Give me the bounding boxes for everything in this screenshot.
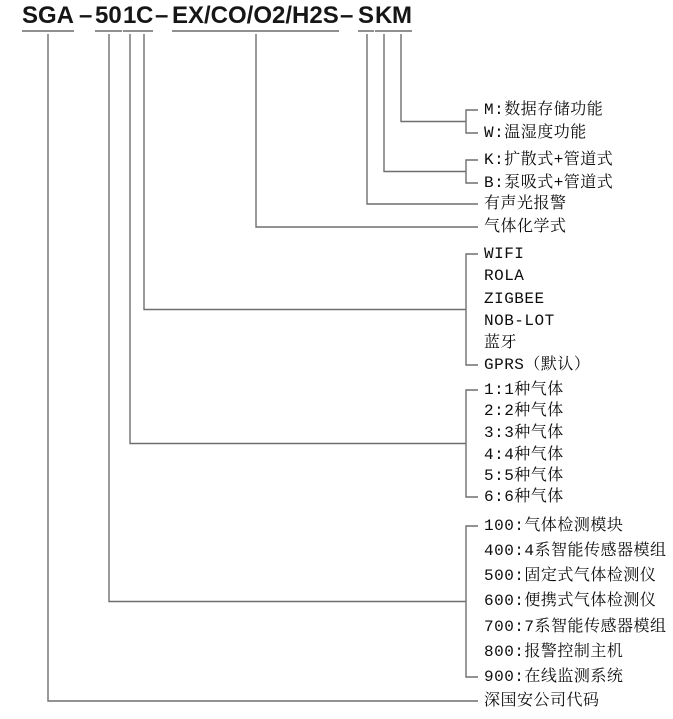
label-gas-formula: 气体化学式 (484, 218, 567, 236)
label-series-100: 100:气体检测模块 (484, 517, 624, 535)
label-gas-count-1: 1:1种气体 (484, 381, 564, 399)
label-comm-gprs: GPRS（默认） (484, 356, 591, 374)
bracket-comm (466, 254, 478, 365)
connector-gas-count (130, 34, 466, 444)
label-gas-count-5: 5:5种气体 (484, 467, 564, 485)
bracket-gas-count (466, 390, 478, 497)
label-sampling-b: B:泵吸式+管道式 (484, 174, 614, 192)
bracket-series (466, 526, 478, 677)
label-series-500: 500:固定式气体检测仪 (484, 567, 657, 585)
bracket-sampling (466, 160, 478, 183)
label-comm-rola: ROLA (484, 267, 525, 285)
label-comm-wifi: WIFI (484, 245, 525, 263)
title-series-code: 50 (95, 3, 122, 32)
connector-storage (401, 34, 466, 122)
label-storage-w: W:温湿度功能 (484, 124, 587, 142)
label-storage-m: M:数据存储功能 (484, 101, 604, 119)
label-comm-noblot: NOB-LOT (484, 312, 555, 330)
title-gas-formula-code: EX/CO/O2/H2S (172, 3, 339, 32)
bracket-storage (466, 110, 478, 133)
label-gas-count-6: 6:6种气体 (484, 488, 564, 506)
title-dash-1: – (79, 2, 93, 29)
label-comm-zigbee: ZIGBEE (484, 290, 545, 308)
title-sampling-code: K (375, 3, 392, 32)
label-gas-count-4: 4:4种气体 (484, 446, 564, 464)
label-alarm: 有声光报警 (484, 195, 567, 213)
label-comm-bluetooth: 蓝牙 (484, 334, 518, 352)
label-series-900: 900:在线监测系统 (484, 668, 624, 686)
title-gas-count-code: 1 (123, 3, 136, 32)
title-dash-2: – (155, 2, 169, 29)
title-dash-3: – (340, 2, 354, 29)
title-alarm-code: S (358, 3, 374, 32)
title-storage-code: M (392, 3, 412, 32)
title-company-code: SGA (22, 3, 74, 32)
label-gas-count-2: 2:2种气体 (484, 402, 564, 420)
label-company-code: 深国安公司代码 (484, 692, 600, 710)
connector-series (109, 34, 466, 602)
label-series-800: 800:报警控制主机 (484, 643, 624, 661)
label-series-600: 600:便携式气体检测仪 (484, 592, 657, 610)
title-comm-code: C (136, 3, 153, 32)
label-sampling-k: K:扩散式+管道式 (484, 151, 614, 169)
label-series-400: 400:4系智能传感器模组 (484, 542, 667, 560)
connector-sampling (384, 34, 466, 172)
label-series-700: 700:7系智能传感器模组 (484, 618, 667, 636)
label-gas-count-3: 3:3种气体 (484, 424, 564, 442)
